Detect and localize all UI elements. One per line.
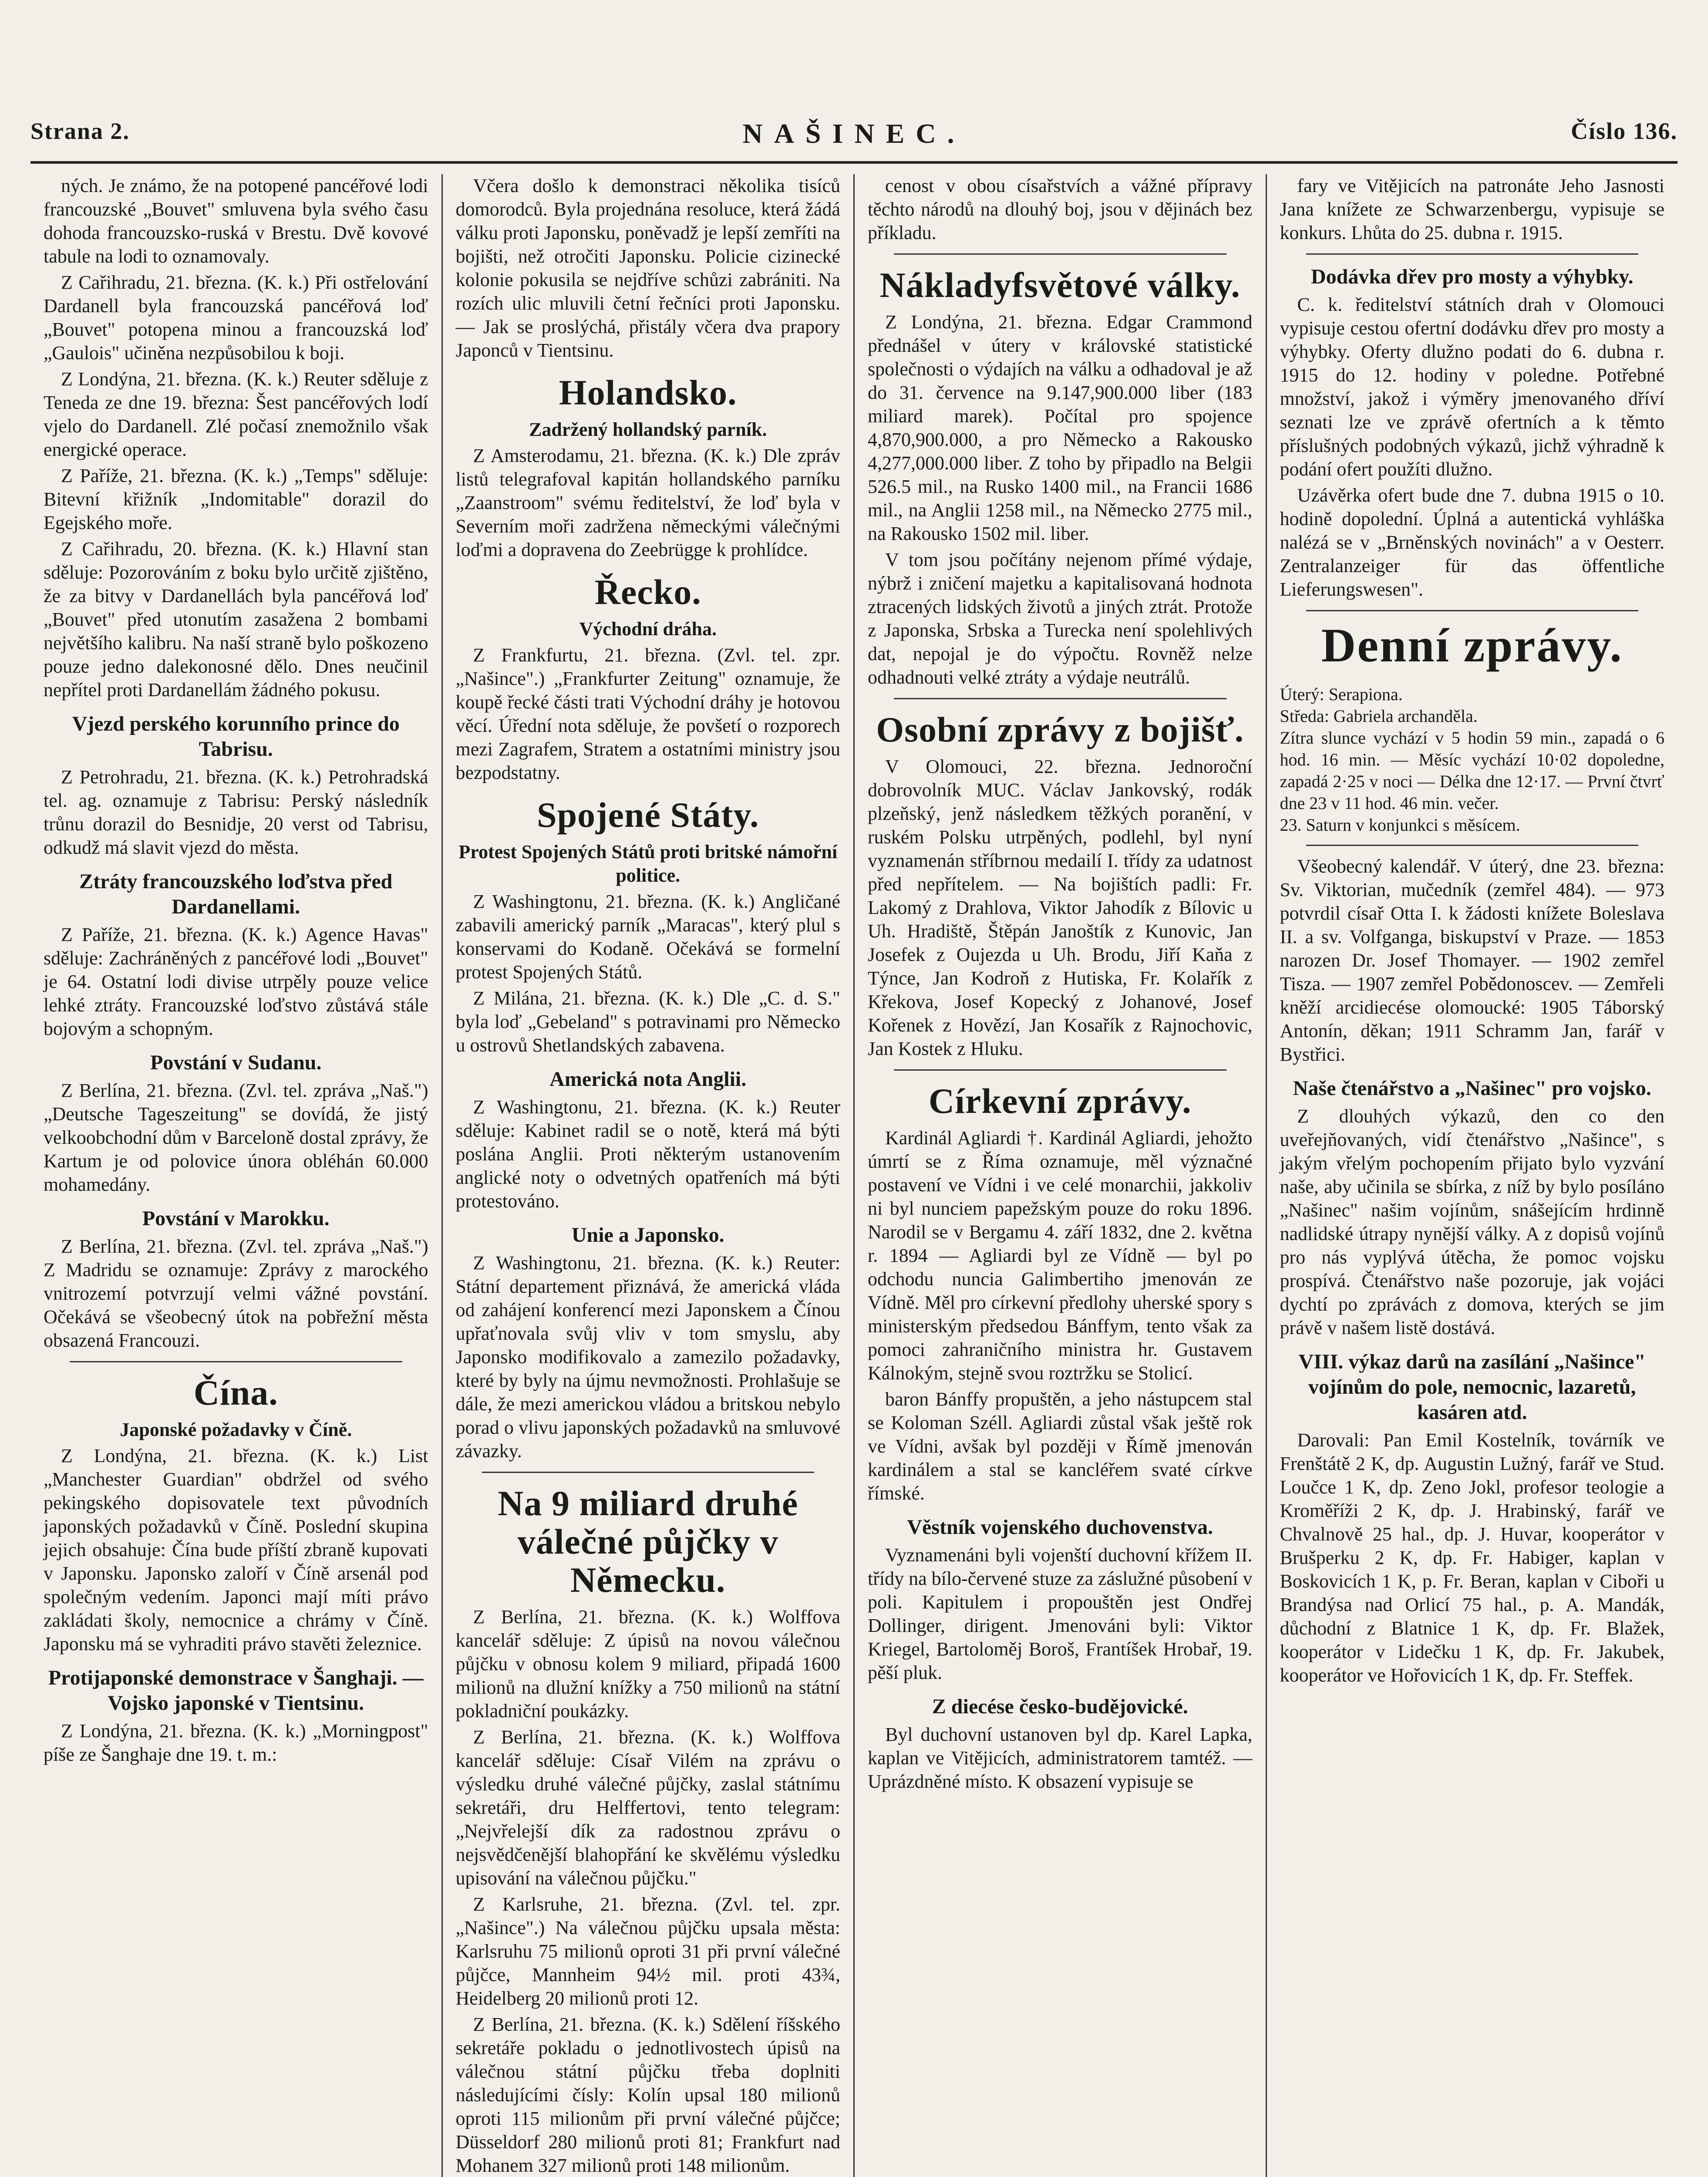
paragraph: Z Berlína, 21. března. (Zvl. tel. zpráva „Naš.") Z Madridu se oznamuje: Zprávy z marockého vnitrozemí potvrzují velmi vážné povstání. Očekává se všeobecný útok na pobřežní města obsazená Francouzi. — [44, 1236, 428, 1351]
divider — [70, 1361, 402, 1362]
paragraph: Kardinál Agliardi †. Kardinál Agliardi, jehožto úmrtí se z Říma oznamuje, měl význačné postavení ve Vídni i ve celé monarchii, jakkoliv ni byl nunciem papežským pouze do roku 1896. Narodil se v Bergamu 4. září 1832, dne 2. května r. 1894 — Agliardi byl ze Vídně — byl po odchodu nuncia Galimbertiho jmenován ze Vídně. Měl pro církevní předlohy uherské spory s ministerským předsedou Bánffym, tento však za pomoci zahraničního ministra hr. Gustavem Kálnokým, stejně svou roztržku se Stolicí. — [868, 1127, 1253, 1384]
article-heading: Japonské požadavky v Číně. — [120, 1419, 352, 1440]
calendar-entry: Zítra slunce vychází v 5 hodin 59 min., zapadá o 6 hod. 16 min. — Měsíc vychází 10·02 dopoledne, zapadá 2·25 v noci — Délka dne 12·17. — První čtvrť dne 23 v 11 hod. 46 min. večer. — [1280, 728, 1664, 813]
section-heading: Nákladyfsvětové války. — [879, 265, 1240, 305]
article-heading: Unie a Japonsko. — [571, 1223, 724, 1247]
newspaper-title: NAŠINEC. — [742, 118, 966, 149]
paragraph: Z Washingtonu, 21. března. (K. k.) Reuter sděluje: Kabinet radil se o notě, která má býti poslána Anglii. Proti některým ustanovením anglické noty o odvetných opatřeních má býti protestováno. — [455, 1096, 840, 1212]
article-heading: Dodávka dřev pro mosty a výhybky. — [1310, 265, 1634, 288]
article-columns — [30, 174, 1678, 2177]
paragraph: Z Londýna, 21. března. (K. k.) „Morningpost" píše ze Šanghaje dne 19. t. m.: — [44, 1720, 428, 1765]
column-2 — [443, 174, 855, 2177]
article-heading: Z diecése česko-budějovické. — [932, 1695, 1188, 1718]
divider — [1306, 253, 1639, 255]
divider — [482, 1472, 815, 1473]
calendar-entry: Středa: Gabriela archanděla. — [1280, 706, 1478, 726]
paragraph: Darovali: Pan Emil Kostelník, továrník ve Frenštátě 2 K, dp. Augustin Lužný, farář ve Stud. Loučce 1 K, dp. Zeno Jokl, profesor teologie a Kroměříži 2 K, dp. J. Hrabinský, farář ve Chvalnově 25 hal., dp. J. Huvar, kooperátor v Brušperku 2 K, dp. Fr. Habiger, kaplan v Boskovicích 1 K, p. Fr. Beran, kaplan v Ciboři u Brandýsa nad Orlicí 75 hal., p. A. Mandák, důchodní z Blatnice 1 K, dp. Fr. Blažek, kooperátor v Lidečku 1 K, dp. Fr. Jakubek, kooperátor ve Hořovicích 1 K, dp. Fr. Steffek. — [1280, 1429, 1664, 1686]
paragraph: fary ve Vitějicích na patronáte Jeho Jasnosti Jana knížete ze Schwarzenbergu, vypisuje se konkurs. Lhůta do 25. dubna r. 1915. — [1280, 175, 1664, 243]
paragraph: Z Londýna, 21. března. Edgar Crammond přednášel v útery v královské statistické společnosti o výdajích na válku a odhadoval je až do 31. července na 9.147,900.000 liber (183 miliard marek). Počítal pro spojence 4,870,900.000, a pro Německo a Rakousko 4,277,000.000 liber. Z toho by připadlo na Belgii 526.5 mil., na Rusko 1400 mil., na Francii 1686 mil., na Anglii 1258 mil., na Německo 2775 mil., na Rakousko 1502 mil. liber. — [868, 311, 1253, 544]
section-heading: Spojené Státy. — [536, 795, 759, 835]
calendar-entry: Úterý: Serapiona. — [1280, 684, 1403, 704]
masthead — [30, 109, 1678, 164]
paragraph: Z Cařihradu, 21. března. (K. k.) Při ostřelování Dardanell byla francouzská pancéřová loď „Bouvet" potopena minou a francouzská loď „Gaulois" učiněna nezpůsobilou k boji. — [44, 272, 428, 364]
paragraph: V Olomouci, 22. března. Jednoroční dobrovolník MUC. Václav Jankovský, rodák plzeňský, jenž následkem těžkých poranění, v ruském Polsku utrpěných, podlehl, byl nyní vyznamenán stříbrnou medailí I. třídy za udatnost před nepřítelem. — Na bojištích padli: Fr. Lakomý z Drahlova, Viktor Jahodík z Bílovic u Uh. Hradiště, Štěpán Janoštík z Kunovic, Jan Josefek z Oujezda u Uh. Brodu, Jiří Kaňa z Týnce, Jan Kodroň z Hutiska, Fr. Kolařík z Křekova, Josef Kopecký z Johanové, Josef Kořenek z Hovězí, Jan Kosařík z Rajnochovic, Jan Kostek z Hluku. — [868, 756, 1253, 1059]
paragraph: Vyznamenáni byli vojenští duchovní křížem II. třídy na bílo-červené stuze za záslužné působení v poli. Kapitulem i propouštěn jest Ondřej Dollinger, dirigent. Jmenováni byli: Viktor Kriegel, Bartoloměj Boroš, Frantíšek Hrobař, 19. pěší pluk. — [868, 1544, 1253, 1683]
issue-number: Číslo 136. — [1570, 118, 1678, 144]
divider — [894, 698, 1226, 699]
paragraph: Z Londýna, 21. března. (K. k.) Reuter sděluje z Teneda ze dne 19. března: Šest pancéřových lodí vjelo do Dardanell. Zlé počasí znemožnilo však energické operace. — [44, 368, 428, 460]
paragraph: Z Berlína, 21. března. (K. k.) Sdělení říšského sekretáře pokladu o jednotlivostech úpisů na válečnou státní půjčku třeba doplniti následujícími čísly: Kolín upsal 180 milionů oproti 115 milionům při první válečné půjčce; Düsseldorf 280 milionů proti 81; Frankfurt nad Mohanem 327 milionů proti 148 milionům. — [455, 2014, 840, 2176]
calendar-entry: 23. Saturn v konjunkci s měsícem. — [1280, 815, 1520, 835]
paragraph: cenost v obou císařstvích a vážné přípravy těchto národů na dlouhý boj, jsou v dějinách bez příkladu. — [868, 175, 1253, 243]
column-1 — [30, 174, 443, 2177]
article-heading: Naše čtenářstvo a „Našinec" pro vojsko. — [1293, 1077, 1651, 1100]
divider — [894, 1069, 1226, 1071]
paragraph: Z Berlína, 21. března. (Zvl. tel. zpráva „Naš.") „Deutsche Tageszeitung" se dovídá, že jistý velkoobchodní dům v Barceloně dostal zprávy, že Kartum je od polovice února obléhán 60.000 mohamedány. — [44, 1080, 428, 1195]
article-heading: VIII. výkaz darů na zasílání „Našince" vojínům do pole, nemocnic, lazaretů, kasáren atd. — [1298, 1350, 1646, 1424]
paragraph: Z Cařihradu, 20. března. (K. k.) Hlavní stan sděluje: Pozorováním z boku bylo určitě zjištěno, že za bitvy v Dardanellách byla pancéřová loď „Bouvet" před utonutím zasažena 2 bombami největšího kalibru. Na naší straně bylo poškozeno pouze jedno dalekonosné dělo. Dnes neučinil nepřítel proti Dardanellám žádného pokusu. — [44, 538, 428, 701]
section-heading: Církevní zprávy. — [928, 1081, 1192, 1121]
paragraph: Všeobecný kalendář. V úterý, dne 23. března: Sv. Viktorian, mučedník (zemřel 484). — 973 potvrdil císař Otta I. k žádosti knížete Boleslava II. a sv. Volfganga, biskupství v Praze. — 1853 narozen Dr. Josef Thomayer. — 1902 zemřel Tisza. — 1907 zemřel Pobědonoscev. — Zemřeli kněží arcidiecése olomoucké: 1905 Táborský Antonín, děkan; 1911 Schramm Jan, farář v Bystřici. — [1280, 856, 1664, 1065]
paragraph: Byl duchovní ustanoven byl dp. Karel Lapka, kaplan ve Vitějicích, administratorem tamtéž. — Uprázdněné místo. K obsazení vypisuje se — [868, 1724, 1253, 1792]
article-heading: Zadržený hollandský parník. — [529, 419, 767, 440]
paragraph: Z Berlína, 21. března. (K. k.) Wolffova kancelář sděluje: Císař Vilém na zprávu o výsledku druhé válečné půjčky, zaslal státnímu sekretáři, dru Helffertovi, tento telegram: „Nejvřelejší dík za radostnou zprávu o nejsvědčenější blahopřání ke skvělému výsledku upisování na válečnou půjčku." — [455, 1726, 840, 1889]
section-heading: Holandsko. — [559, 373, 737, 412]
article-heading: Povstání v Marokku. — [142, 1207, 330, 1230]
divider — [1306, 610, 1639, 611]
paragraph: Z Amsterodamu, 21. března. (K. k.) Dle zpráv listů telegrafoval kapitán hollandského parníku „Zaanstroom" svému ředitelství, že loď byla v Severním moři zadržena německými válečnými loďmi a dopravena do Zeebrügge k prohlídce. — [455, 445, 840, 560]
section-heading: Na 9 miliard druhé válečné půjčky v Německu. — [498, 1483, 798, 1600]
section-heading: Řecko. — [594, 572, 701, 612]
article-heading: Protest Spojených Států proti britské námořní politice. — [458, 841, 838, 886]
column-4 — [1267, 174, 1678, 2177]
article-heading: Vjezd perského korunního prince do Tabrisu. — [72, 712, 400, 761]
page-number: Strana 2. — [30, 118, 130, 144]
paragraph: baron Bánffy propuštěn, a jeho nástupcem stal se Koloman Széll. Agliardi zůstal však ještě rok ve Vídni, avšak byl později v Římě jmenován kardinálem a stal se kancléřem svaté církve římské. — [868, 1388, 1253, 1504]
paragraph: Z Paříže, 21. března. (K. k.) „Temps" sděluje: Bitevní křižník „Indomitable" dorazil do Egejského moře. — [44, 465, 428, 533]
section-heading: Čína. — [193, 1373, 278, 1412]
paragraph: C. k. ředitelství státních drah v Olomouci vypisuje cestou ofertní dodávku dřev pro mosty a výhybky. Oferty dlužno podati do 6. dubna r. 1915 do 12. hodiny v poledne. Potřebné množství, jakož i výměry jmenovaného dříví seznati lze ve zprávě ofertních a k těmto příslušných podobných výkazů, jichž výhradně k podání ofert použíti dlužno. — [1280, 294, 1664, 480]
paragraph: Z Washingtonu, 21. března. (K. k.) Angličané zabavili americký parník „Maracas", který plul s konservami do Kodaně. Očekává se formelní protest Spojených Států. — [455, 891, 840, 983]
paragraph: Z Paříže, 21. března. (K. k.) Agence Havas" sděluje: Zachráněných z pancéřové lodi „Bouvet" je 64. Ostatní lodi divise utrpěly pouze velice lehké ztráty. Francouzské loďstvo zůstává stále bojovým a schopným. — [44, 924, 428, 1039]
paragraph: Z Karlsruhe, 21. března. (Zvl. tel. zpr. „Našince".) Na válečnou půjčku upsala města: Karlsruhu 75 milionů oproti 31 při první válečné půjčce, Mannheim 94½ mil. proti 43¾, Heidelberg 20 milionů proti 12. — [455, 1894, 840, 2009]
paragraph: Včera došlo k demonstraci několika tisíců domorodců. Byla projednána resoluce, která žádá válku proti Japonsku, poněvadž je lepší zemříti na bojišti, než otročiti Japonsku. Policie cizinecké kolonie pokusila se nejdříve schůzi zabrániti. Na rozích ulic mluvili četní řečníci proti Japonsku. — Jak se proslýchá, přistály včera dva prapory Japonců v Tientsinu. — [455, 175, 840, 361]
paragraph: Z dlouhých výkazů, den co den uveřejňovaných, vidí čtenářstvo „Našince", s jakým vřelým pochopením přijato bylo vyzvání naše, aby učinila se sbírka, z níž by bylo posíláno „Našinec" našim vojínům, snášejícím hrdinně nadlidské útrapy nynější války. A z dopisů vojínů pro nás vyplývá útěcha, že pomoc vojsku prospívá. Čtenářstvo naše pozoruje, jak vojáci dychtí po zprávách z domova, kterých se jim právě v našem listě dostává. — [1280, 1105, 1664, 1338]
divider — [1306, 845, 1639, 846]
paragraph: Z Berlína, 21. března. (K. k.) Wolffova kancelář sděluje: Z úpisů na novou válečnou půjčku v obnosu kolem 9 miliard, připadá 1600 milionů na dlužní knížky a 750 milionů na státní pokladniční poukázky. — [455, 1606, 840, 1722]
paragraph: Z Washingtonu, 21. března. (K. k.) Reuter: Státní departement přiznává, že americká vláda od zahájení konferencí mezi Japonskem a Čínou upřaťnovala svůj vliv v tom smyslu, aby Japonsko modifikovalo a zamezilo požadavky, které by byly na újmu nevmožnosti. Prohlašuje se dále, že mezi americkou vládou a britskou nebylo porad o vlivu japonských požadavků na smluvové závazky. — [455, 1252, 840, 1462]
paragraph: Z Milána, 21. března. (K. k.) Dle „C. d. S." byla loď „Gebeland" s potravinami pro Německo u ostrovů Shetlandských zabavena. — [455, 987, 840, 1056]
section-heading: Denní zprávy. — [1321, 619, 1623, 672]
article-heading: Ztráty francouzského loďstva před Dardanellami. — [79, 870, 393, 918]
article-heading: Protijaponské demonstrace v Šanghaji. — Vojsko japonské v Tientsinu. — [48, 1666, 424, 1715]
article-heading: Věstník vojenského duchovenstva. — [907, 1516, 1213, 1539]
article-heading: Americká nota Anglii. — [549, 1068, 747, 1091]
section-heading: Osobní zprávy z bojišť. — [876, 710, 1244, 749]
paragraph: ných. Je známo, že na potopené pancéřové lodi francouzské „Bouvet" smluvena byla svého času dohoda francouzsko-ruská v Brestu. Dvě kovové tabule na lodi to oznamovaly. — [44, 175, 428, 267]
paragraph: Uzávěrka ofert bude dne 7. dubna 1915 o 10. hodině dopolední. Úplná a autentická vyhláška nalézá se v „Brněnských novinách" a v Oesterr. Zentralanzeiger für das öffentliche Lieferungswesen". — [1280, 485, 1664, 600]
article-heading: Povstání v Sudanu. — [150, 1051, 322, 1074]
article-heading: Východní dráha. — [579, 618, 717, 640]
divider — [894, 253, 1226, 255]
paragraph: Z Londýna, 21. března. (K. k.) List „Manchester Guardian" obdržel od svého pekingského dopisovatele text původních japonských požadavků v Číně. Poslední skupina jejich obsahuje: Čína bude příští zbraně kupovati v Japonsku. Japonsko zaloří v Číně arsenál pod společným vedením. Japonci mají míti právo zakládati školy, nemocnice a chrámy v Číně. Japonsku má se vyhraditi právo stavěti železnice. — [44, 1445, 428, 1655]
paragraph: V tom jsou počítány nejenom přímé výdaje, nýbrž i zničení majetku a kapitalisovaná hodnota ztracených lidských životů a jiných ztrát. Protože z Japonska, Srbska a Turecka není spolehlivých dat, nepojal je do výpočtu. Rovněž nelze odhadnouti velké ztráty a výdaje neutrálů. — [868, 549, 1253, 688]
paragraph: Z Petrohradu, 21. března. (K. k.) Petrohradská tel. ag. oznamuje z Tabrisu: Perský následník trůnu dorazil do Besnidje, 20 verst od Tabrisu, odkudž má slavit vjezd do města. — [44, 766, 428, 858]
paragraph: Z Frankfurtu, 21. března. (Zvl. tel. zpr. „Našince".) „Frankfurter Zeitung" oznamuje, že koupě řecké části trati Východní dráhy je hotovou věcí. Úřední nota sděluje, že povšetí o rozporech mezi Zagrafem, Stratem a ostatními ministry jsou bezpodstatny. — [455, 644, 840, 783]
column-3 — [855, 174, 1267, 2177]
